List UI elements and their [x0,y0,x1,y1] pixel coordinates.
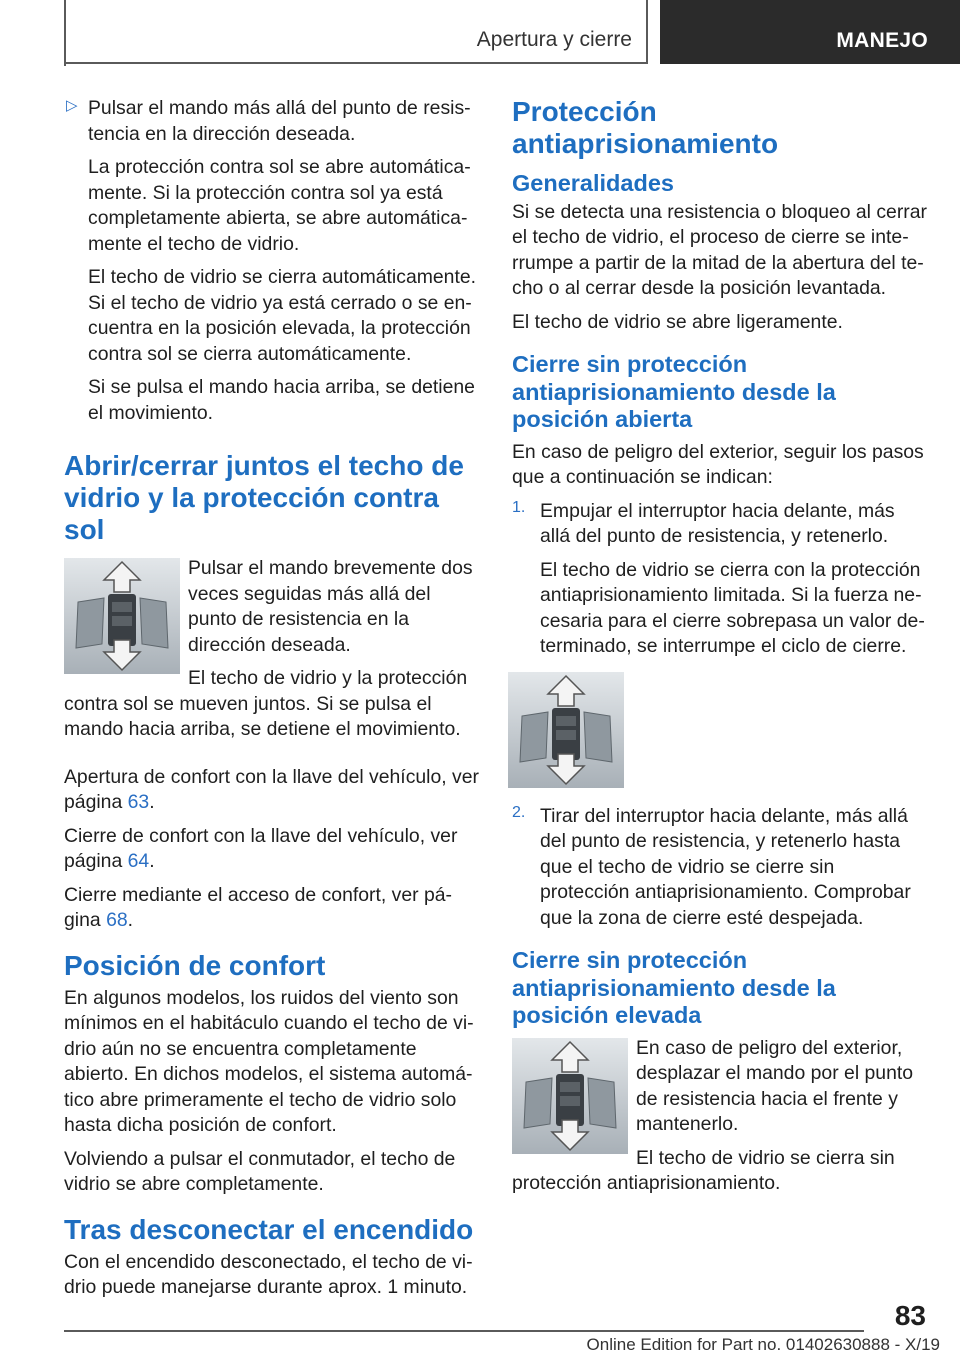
section-heading: Abrir/cerrar juntos el techo de vidrio y la protección contra sol [64,450,464,545]
page-link-63[interactable]: 63 [127,791,150,813]
step-item [512,499,928,660]
subsection-heading: Generalidades [512,170,674,196]
roof-switch-illustration [64,558,180,674]
header-chapter-tab [66,0,648,64]
subsection-heading: Cierre sin protección antiaprisionamiento desde la posición elevada [512,947,836,1028]
step-item [512,804,928,932]
paragraph: En caso de peligro del exterior, seguir los pasos que a continuación se indican: [512,440,924,488]
paragraph: Con el encendido desconectado, el techo de vidrio puede manejarse durante aprox. 1 minuto. [64,1250,473,1298]
section-label: MANEJO [836,29,928,52]
bullet-text: Pulsar el mando más allá del punto de resistencia en la dirección deseada. [88,97,471,145]
roof-switch-illustration [512,1038,628,1154]
paragraph: En caso de peligro del exterior, desplazar el mando por el punto de resistencia hacia el frente y mantenerlo. [636,1036,914,1135]
right-column [512,96,928,1205]
roof-switch-illustration [508,672,624,788]
paragraph: En algunos modelos, los ruidos del viento son mínimos en el habitáculo cuando el techo de vidrio aún no se encuentra completamente abierto. En dichos modelos, el sistema automático abre primeramente el techo de vidrio solo hasta dicha posición de confort. [64,986,474,1136]
cross-reference: Cierre mediante el acceso de confort, ver página 68. [64,883,453,931]
switch-block [64,556,480,751]
section-heading: Tras desconectar el encendido [64,1213,474,1245]
step-subtext: El techo de vidrio se cierra con la protección antiaprisionamiento limitada. Si la fuerza necesaria para el cierre sobrepasa un valor determinado, se interrumpe el ciclo de cierre. [540,558,925,657]
cross-reference: Cierre de confort con la llave del vehículo, ver página 64. [64,824,458,872]
paragraph: El techo de vidrio y la protección contra sol se mueven juntos. Si se pulsa el mando hacia arriba, se detiene el movimiento. [64,667,468,740]
paragraph: Volviendo a pulsar el conmutador, el techo de vidrio se abre completamente. [64,1147,456,1195]
edition-text: Online Edition for Part no. 01402630888 - X/19 [586,1335,940,1354]
chapter-title: Apertura y cierre [476,28,632,51]
page-number: 83 [894,1300,926,1331]
paragraph: La protección contra sol se abre automáticamente. Si la protección contra sol ya está completamente abierta, se abre automáticamente el techo de vidrio. [88,156,471,255]
subsection-heading: Cierre sin protección antiaprisionamiento desde la posición abierta [512,351,836,432]
paragraph: Si se detecta una resistencia o bloqueo al cerrar el techo de vidrio, el proceso de cierre se interrumpe a partir de la mitad de la abertura del techo o al cerrar desde la posición levantada. [512,200,927,299]
footer-rule [64,1330,864,1332]
triangle-right-icon: ▷ [66,97,78,114]
section-heading: Posición de confort [64,949,326,981]
bullet-item [64,96,480,426]
cross-reference: Apertura de confort con la llave del vehículo, ver página 63. [64,765,479,813]
header-section-tab [660,0,960,64]
switch-block [512,1036,928,1205]
step-text: Empujar el interruptor hacia delante, más allá del punto de resistencia, y retenerlo. [540,499,895,547]
paragraph: Pulsar el mando brevemente dos veces seguidas más allá del punto de resistencia en la dirección deseada. [188,557,473,656]
paragraph: El techo de vidrio se abre ligeramente. [512,310,843,333]
step-text: Tirar del interruptor hacia delante, más allá del punto de resistencia, y retenerlo hasta que el techo de vidrio se cierre sin protección antiaprisionamiento. Comprobar que la zona de cierre esté despejada. [540,804,911,929]
step-number: 2. [512,803,526,821]
paragraph: El techo de vidrio se cierra sin protección antiaprisionamiento. [512,1146,895,1194]
left-column [64,96,480,1309]
page-link-68[interactable]: 68 [106,909,128,931]
page-link-64[interactable]: 64 [127,850,150,872]
step-number: 1. [512,498,526,516]
paragraph: Si se pulsa el mando hacia arriba, se detiene el movimiento. [88,376,475,424]
section-heading: Protección antiaprisionamiento [512,96,779,159]
paragraph: El techo de vidrio se cierra automáticamente. Si el techo de vidrio ya está cerrado o se encuentra en la posición elevada, la protección contra sol se cierra automáticamente. [88,266,477,365]
